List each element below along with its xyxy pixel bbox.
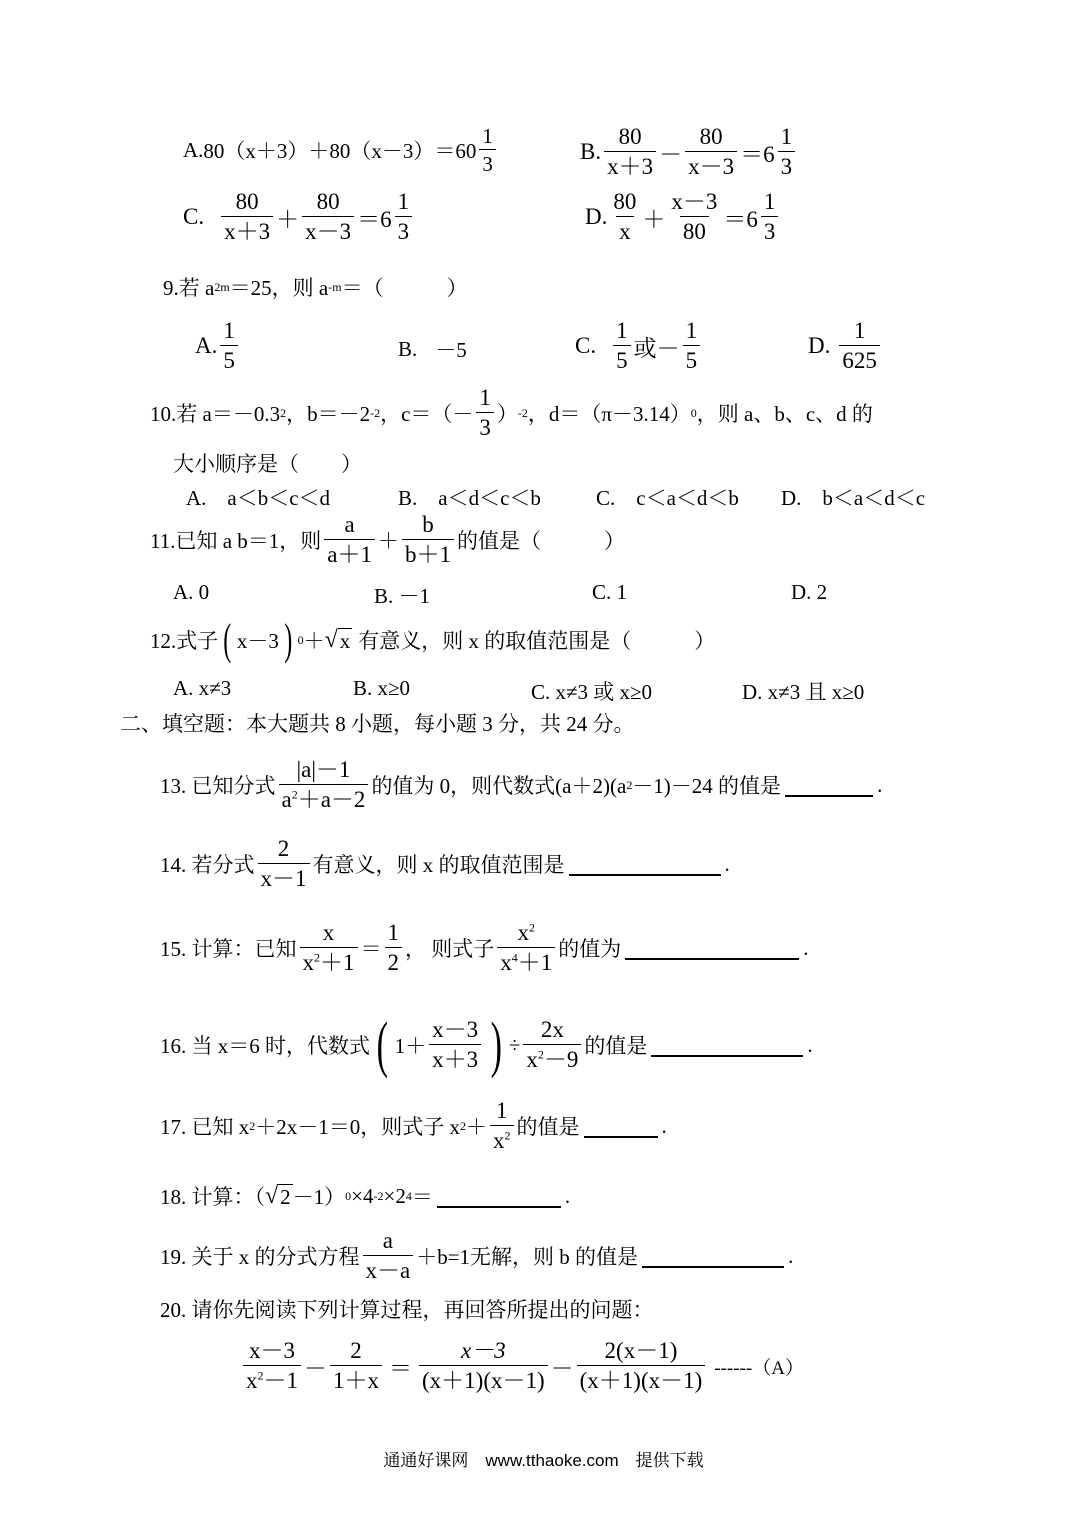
q12-stem: 12.式子 ( x－3 ) 0 ＋ √ x 有意义，则 x 的取值范围是（ ）	[150, 615, 716, 664]
q10-stem: 10.若 a＝－0.3 2 ，b＝－2 -2 ，c＝（－ $\frac{1}{3}$ ） -2 ，d＝（π－3.14） 0 ，则 a、b、c、d 的	[150, 385, 873, 441]
q14-item: 14. 若分式 $\frac{2}{x-1}$ 有意义，则 x 的取值范围是 .	[160, 836, 730, 892]
q8-option-c: C. $\frac{80}{x+3}$ ＋ $\frac{80}{x-3}$ ＝6 $\frac{1}{3}$	[183, 189, 415, 246]
q9-option-d: D. $\frac{1}{625}$	[808, 318, 883, 375]
q17-item: 17. 已知 x 2 ＋2x－1＝0，则式子 x 2 ＋ $\frac{1}{x^2}$ 的值是 .	[160, 1098, 667, 1154]
q10-option-c: C. c＜a＜d＜b	[596, 486, 739, 510]
q20-stem: 20. 请你先阅读下列计算过程，再回答所提出的问题：	[160, 1298, 654, 1322]
q15-item: 15. 计算：已知 $\frac{x}{x^2+1}$ ＝ $\frac{1}{2}$ ， 则式子 $\frac{x^2}{x^4+1}$ 的值为 .	[160, 920, 809, 976]
section-heading: 二、填空题：本大题共 8 小题，每小题 3 分，共 24 分。	[120, 712, 635, 736]
answer-blank[interactable]	[625, 936, 799, 960]
q20-equation: $\frac{x-3}{x^2-1}$ － $\frac{2}{1+x}$ ＝ $\frac{x-3}{(x+1)(x-1)}$ － $\frac{2(x-1)}{(x+1)(x-1)}$ ------（A）	[240, 1338, 804, 1395]
q11-stem: 11.已知 a b＝1，则 $\frac{a}{a+1}$ ＋ $\frac{b}{b+1}$ 的值是（ ）	[150, 512, 626, 568]
q8-option-a: A. 80（x＋3）＋80（x－3）＝60 $\frac{1}{3}$	[183, 124, 499, 176]
q9-option-c: C. $\frac{1}{5}$ 或－ $\frac{1}{5}$	[575, 318, 703, 375]
q10-option-a: A. a＜b＜c＜d	[186, 486, 331, 510]
q16-item: 16. 当 x＝6 时，代数式 ( 1＋ $\frac{x-3}{x+3}$ ) ÷ $\frac{2x}{x^2-9}$ 的值是 .	[160, 1011, 813, 1079]
q8-option-b: B. $\frac{80}{x+3}$ － $\frac{80}{x-3}$ ＝6 $\frac{1}{3}$	[580, 124, 798, 181]
q13-item: 13. 已知分式 $\frac{|a|-1}{a^2+a-2}$ 的值为 0，则代数式(a＋2)(a 2 －1)－24 的值是 .	[160, 757, 883, 813]
q10-stem-line2: 大小顺序是（ ）	[173, 452, 362, 476]
answer-blank[interactable]	[437, 1184, 561, 1208]
answer-blank[interactable]	[584, 1114, 658, 1138]
q11-option-c: C. 1	[592, 580, 628, 604]
q12-option-c: C. x≠3 或 x≥0	[531, 680, 653, 704]
sqrt-symbol: √ x	[324, 626, 351, 653]
q10-option-b: B. a＜d＜c＜b	[398, 486, 541, 510]
q11-option-b: B. －1	[374, 584, 431, 608]
q9-option-b: B. －5	[398, 336, 467, 362]
q12-option-d: D. x≠3 且 x≥0	[742, 680, 865, 704]
q10-option-d: D. b＜a＜d＜c	[781, 486, 926, 510]
q19-item: 19. 关于 x 的分式方程 $\frac{a}{x-a}$ ＋b=1无解，则 b 的值是 .	[160, 1228, 794, 1284]
q8-option-d: D. $\frac{80}{x}$ ＋ $\frac{x-3}{80}$ ＝6 $\frac{1}{3}$	[585, 189, 781, 246]
q18-item: 18. 计算：（ √ 2 －1） 0 ×4 -2 ×2 4 ＝ .	[160, 1182, 571, 1209]
answer-blank[interactable]	[785, 773, 873, 797]
q12-option-a: A. x≠3	[173, 676, 232, 700]
sqrt-symbol: √ 2	[265, 1182, 291, 1209]
answer-blank[interactable]	[651, 1033, 803, 1057]
q9-stem: 9.若 a 2m ＝25，则 a -m ＝（ ）	[163, 276, 468, 300]
footer-text: 通通好课网 www.tthaoke.com 提供下载	[383, 1451, 704, 1470]
answer-blank[interactable]	[569, 852, 721, 876]
q11-option-a: A. 0	[173, 580, 210, 604]
q12-option-b: B. x≥0	[353, 676, 411, 700]
q9-option-a: A. $\frac{1}{5}$	[195, 318, 241, 375]
q11-option-d: D. 2	[791, 580, 828, 604]
answer-blank[interactable]	[642, 1244, 784, 1268]
